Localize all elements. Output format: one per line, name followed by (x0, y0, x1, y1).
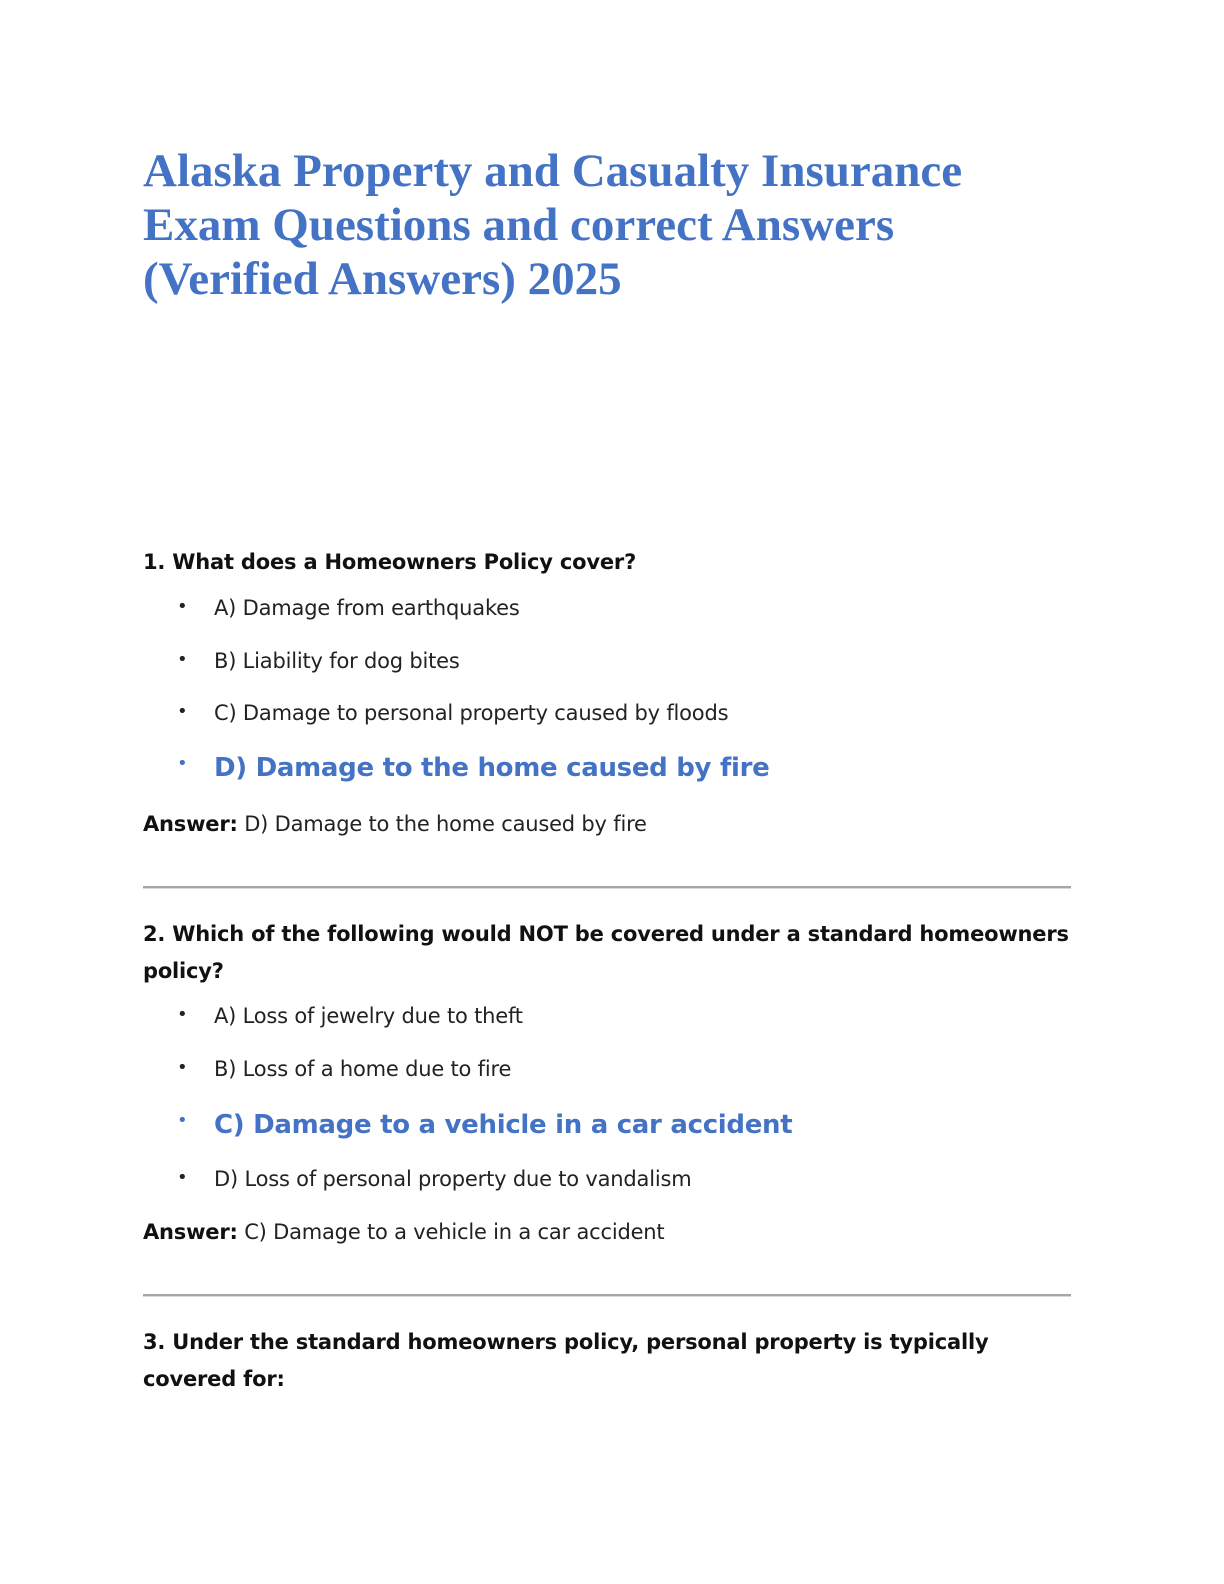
answer-text: D) Damage to the home caused by fire (244, 812, 647, 836)
question-1-option-d-correct: • D) Damage to the home caused by fire (143, 753, 769, 783)
question-1-option-a: • A) Damage from earthquakes (143, 596, 520, 620)
question-1-option-c: • C) Damage to personal property caused by floods (143, 701, 728, 725)
question-1-answer (143, 812, 647, 836)
question-2-text: 2. Which of the following would NOT be covered under a standard homeowners policy? (143, 922, 1069, 983)
question-2-answer (143, 1220, 664, 1244)
question-3-text: 3. Under the standard homeowners policy, personal property is typically covered for: (143, 1330, 989, 1391)
title-line: Exam Questions and correct Answers (143, 199, 895, 251)
title-line: Alaska Property and Casualty Insurance (143, 145, 963, 197)
question-separator (143, 1294, 1071, 1297)
question-2-option-b: • B) Loss of a home due to fire (143, 1057, 511, 1081)
question-2-option-a: • A) Loss of jewelry due to theft (143, 1004, 523, 1028)
answer-text: C) Damage to a vehicle in a car accident (244, 1220, 665, 1244)
answer-label: Answer: (143, 1220, 238, 1244)
question-2-option-d: • D) Loss of personal property due to vandalism (143, 1167, 692, 1191)
question-1-option-b: • B) Liability for dog bites (143, 649, 460, 673)
question-1-text: 1. What does a Homeowners Policy cover? (143, 550, 637, 574)
question-separator (143, 886, 1071, 889)
document-title (143, 144, 1043, 306)
answer-label: Answer: (143, 812, 238, 836)
question-2-option-c-correct: • C) Damage to a vehicle in a car accident (143, 1110, 792, 1140)
title-line: (Verified Answers) 2025 (143, 253, 622, 305)
